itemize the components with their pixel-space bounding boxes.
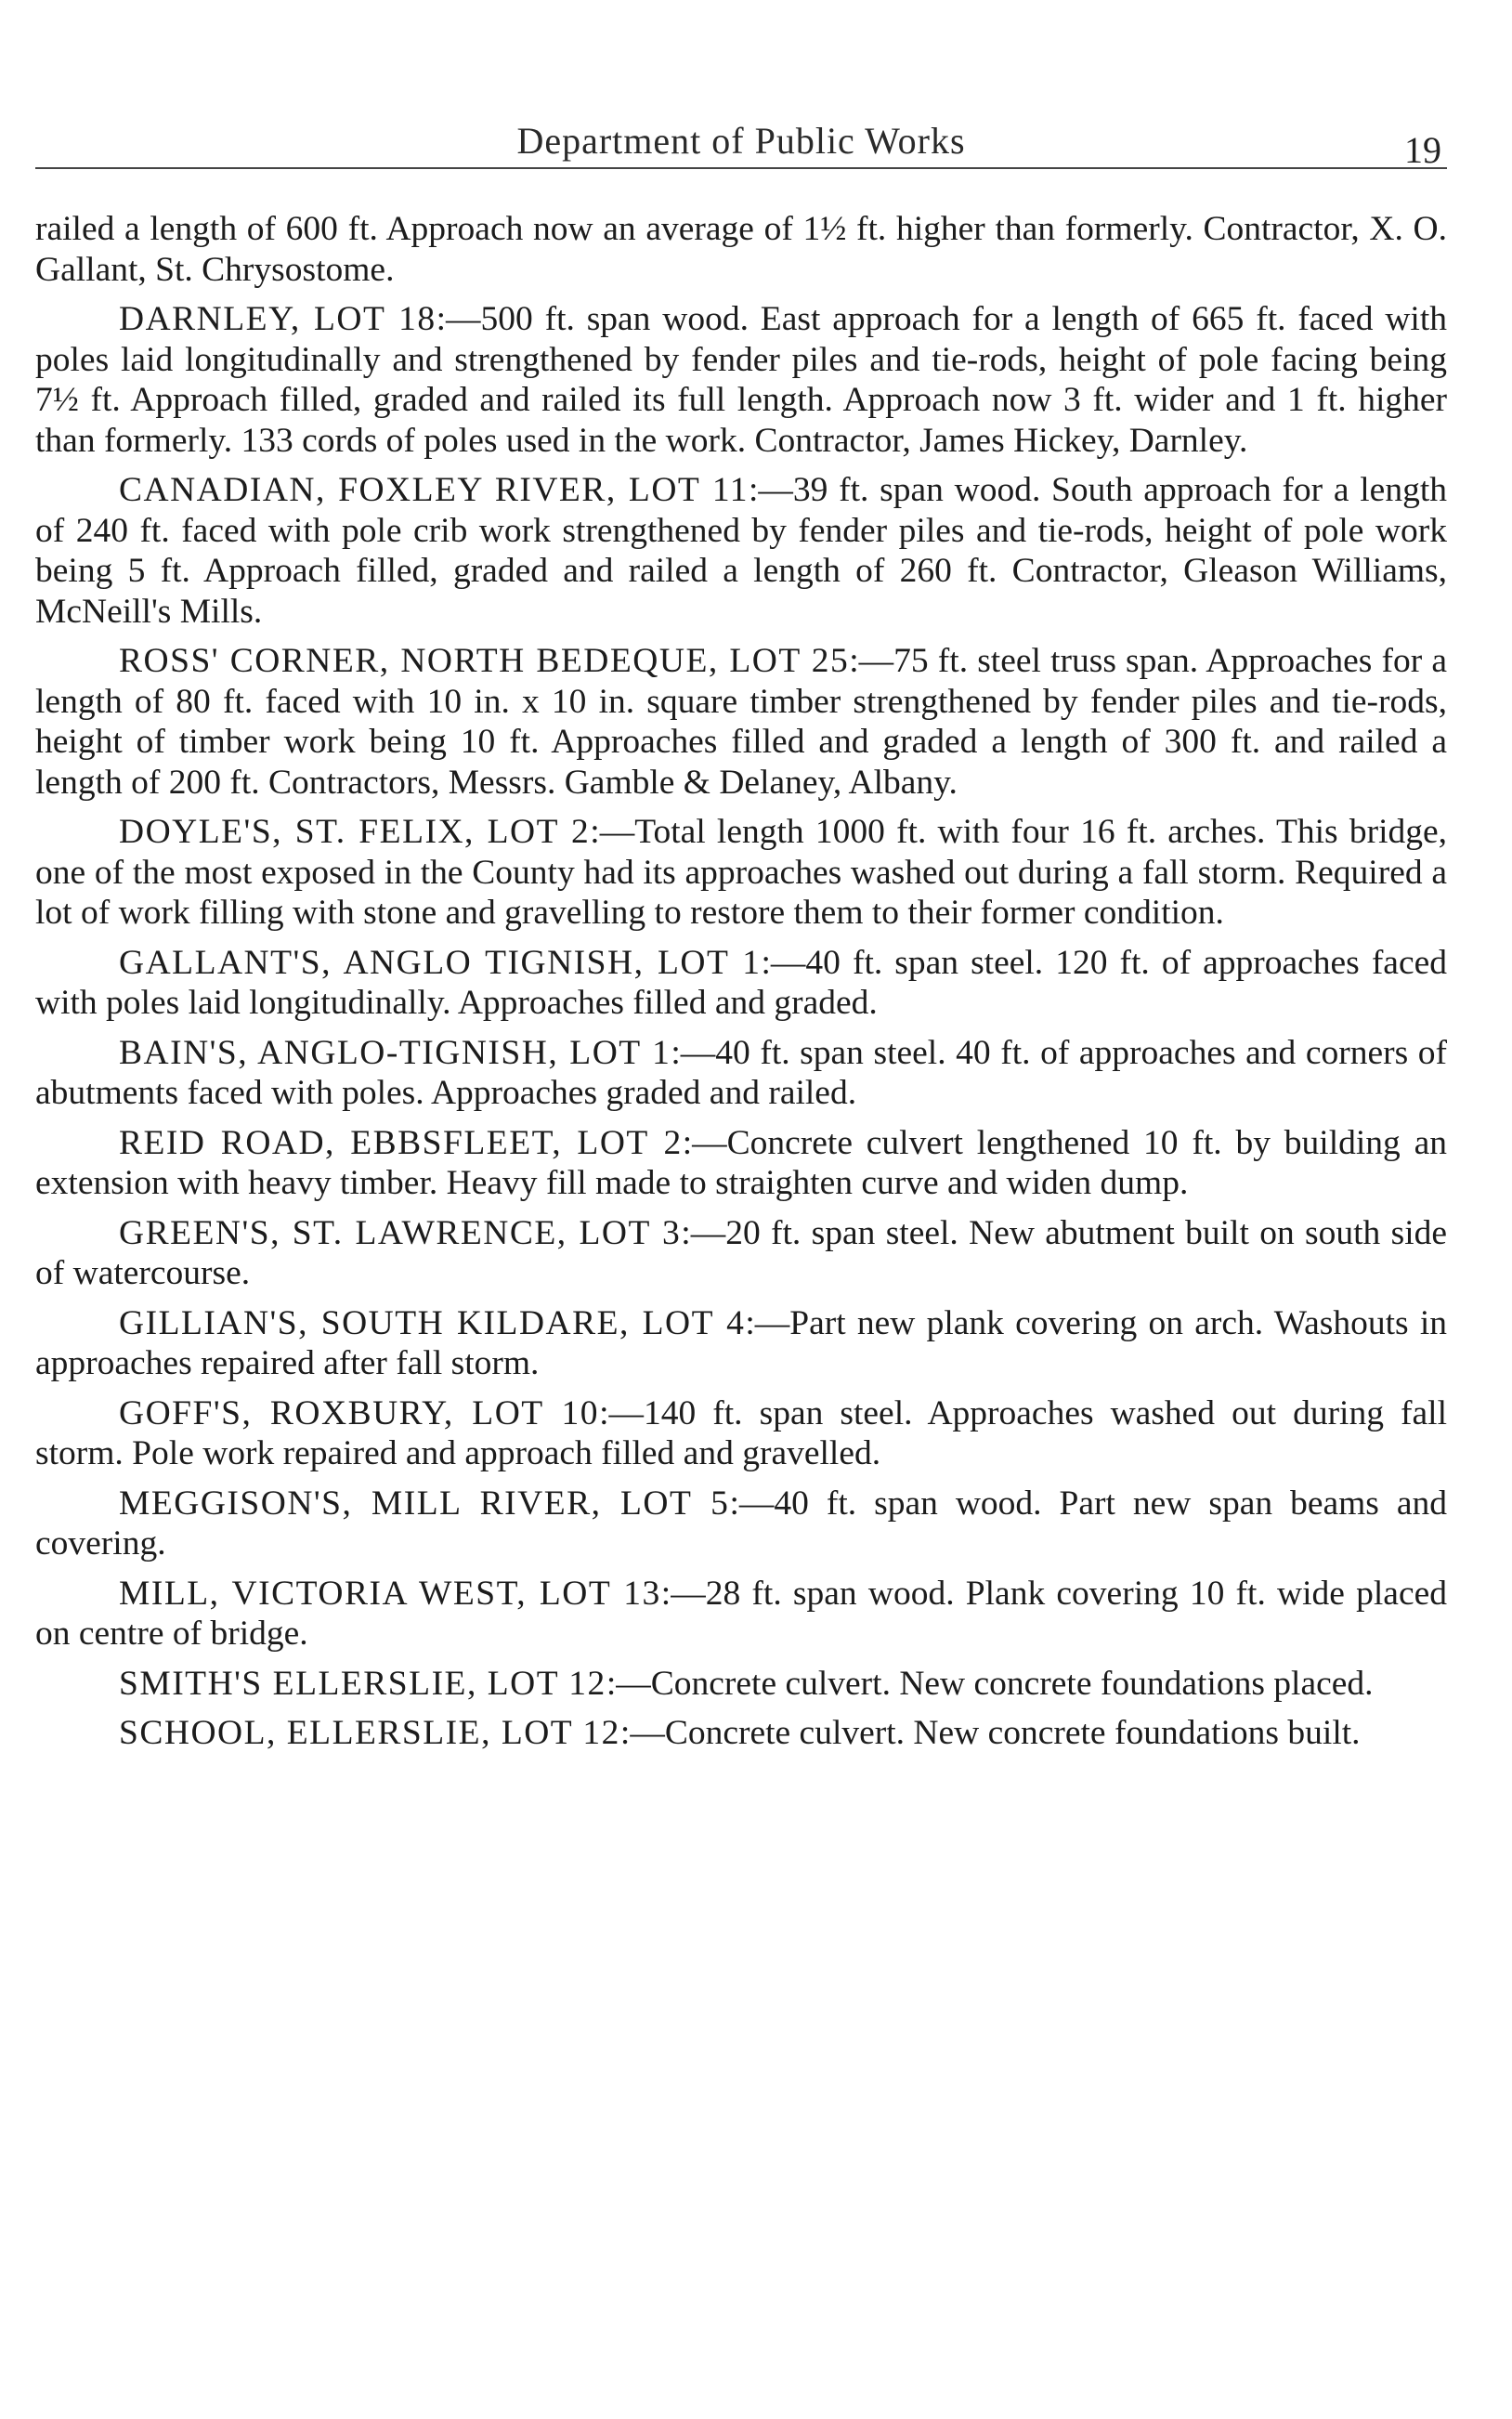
entry-body: :—40 ft. span steel. 40 ft. of approaches and corners of abutments faced with poles. Approaches graded and railed.	[35, 1033, 1448, 1112]
entry-body: :—Concrete culvert lengthened 10 ft. by building an extension with heavy timber. Heavy fill made to straighten curve and widen dump.	[35, 1123, 1447, 1202]
entry-heading: GALLANT'S, ANGLO TIGNISH, LOT 1	[119, 943, 762, 982]
page-number: 19	[1404, 129, 1441, 171]
entry-body: :—75 ft. steel truss span. Approaches for a length of 80 ft. faced with 10 in. x 10 in. square timber strengthened by fender piles and tie-rods, height of timber work being 10 ft. Approaches filled and graded a length of 300 ft. and railed a length of 200 ft. Contractors, Messrs. Gamble & Delaney, Albany.	[35, 642, 1447, 802]
page-header	[35, 110, 1447, 171]
entry-heading: GOFF'S, ROXBURY, LOT 10	[119, 1393, 600, 1432]
entry-school-ellerslie	[35, 1713, 1447, 1754]
entry-body: :—40 ft. span wood. Part new span beams and covering.	[35, 1484, 1447, 1563]
entry-body: :—Part new plank covering on arch. Washouts in approaches repaired after fall storm.	[35, 1303, 1447, 1382]
entry-body: :—Concrete culvert. New concrete foundations built.	[619, 1714, 1361, 1752]
entry-doyles-st-felix	[35, 812, 1447, 934]
entry-body: :—140 ft. span steel. Approaches washed out during fall storm. Pole work repaired and approach filled and gravelled.	[35, 1393, 1447, 1472]
entry-goffs-roxbury	[35, 1393, 1447, 1474]
entry-greens-st-lawrence	[35, 1213, 1447, 1294]
entry-heading: CANADIAN, FOXLEY RIVER, LOT 11	[119, 471, 749, 509]
entry-bains-anglo-tignish	[35, 1033, 1447, 1114]
paragraph-body: railed a length of 600 ft. Approach now an average of 1½ ft. higher than formerly. Contractor, X. O. Gallant, St. Chrysostome.	[35, 210, 1447, 289]
entry-heading: SMITH'S ELLERSLIE, LOT 12	[119, 1664, 606, 1703]
entry-body: :—Total length 1000 ft. with four 16 ft. arches. This bridge, one of the most exposed in the County had its approaches washed out during a fall storm. Required a lot of work filling with stone and gravelling to restore them to their former condition.	[35, 813, 1448, 932]
entry-mill-victoria-west	[35, 1574, 1447, 1654]
entry-body: :—500 ft. span wood. East approach for a length of 665 ft. faced with poles laid longitudinally and strengthened by fender piles and tie-rods, height of pole facing being 7½ ft. Approach filled, graded and railed its full length. Approach now 3 ft. wider and 1 ft. higher than formerly. 133 cords of poles used in the work. Contractor, James Hickey, Darnley.	[35, 300, 1447, 460]
entry-heading: SCHOOL, ELLERSLIE, LOT 12	[119, 1714, 620, 1752]
running-title: Department of Public Works	[516, 120, 966, 162]
entry-smiths-ellerslie	[35, 1664, 1447, 1705]
entry-reid-road	[35, 1123, 1447, 1204]
entry-gillians-south-kildare	[35, 1303, 1447, 1384]
entry-heading: GREEN'S, ST. LAWRENCE, LOT 3	[119, 1213, 682, 1252]
entry-body: :—28 ft. span wood. Plank covering 10 ft. wide placed on centre of bridge.	[35, 1574, 1447, 1653]
body-text	[35, 209, 1447, 1763]
header-rule	[35, 167, 1447, 169]
entry-heading: GILLIAN'S, SOUTH KILDARE, LOT 4	[119, 1303, 746, 1342]
entry-body: :—Concrete culvert. New concrete foundations placed.	[606, 1664, 1374, 1703]
entry-heading: MILL, VICTORIA WEST, LOT 13	[119, 1574, 661, 1613]
entry-body: :—20 ft. span steel. New abutment built on south side of watercourse.	[35, 1213, 1448, 1292]
entry-heading: ROSS' CORNER, NORTH BEDEQUE, LOT 25	[119, 642, 850, 680]
entry-heading: DARNLEY, LOT 18	[119, 300, 437, 338]
entry-heading: BAIN'S, ANGLO-TIGNISH, LOT 1	[119, 1033, 671, 1072]
entry-canadian-foxley-river	[35, 470, 1447, 632]
entry-gallants-anglo-tignish	[35, 943, 1447, 1024]
entry-darnley	[35, 299, 1447, 461]
entry-body: :—39 ft. span wood. South approach for a length of 240 ft. faced with pole crib work strengthened by fender piles and tie-rods, height of pole work being 5 ft. Approach filled, graded and railed a length of 260 ft. Contractor, Gleason Williams, McNeill's Mills.	[35, 471, 1447, 631]
entry-heading: DOYLE'S, ST. FELIX, LOT 2	[119, 813, 591, 851]
entry-heading: REID ROAD, EBBSFLEET, LOT 2	[119, 1123, 683, 1162]
entry-ross-corner	[35, 641, 1447, 803]
entry-body: :—40 ft. span steel. 120 ft. of approaches faced with poles laid longitudinally. Approaches filled and graded.	[35, 943, 1447, 1022]
entry-heading: MEGGISON'S, MILL RIVER, LOT 5	[119, 1484, 730, 1523]
entry-meggisons-mill-river	[35, 1484, 1447, 1564]
paragraph-continuation	[35, 209, 1447, 290]
